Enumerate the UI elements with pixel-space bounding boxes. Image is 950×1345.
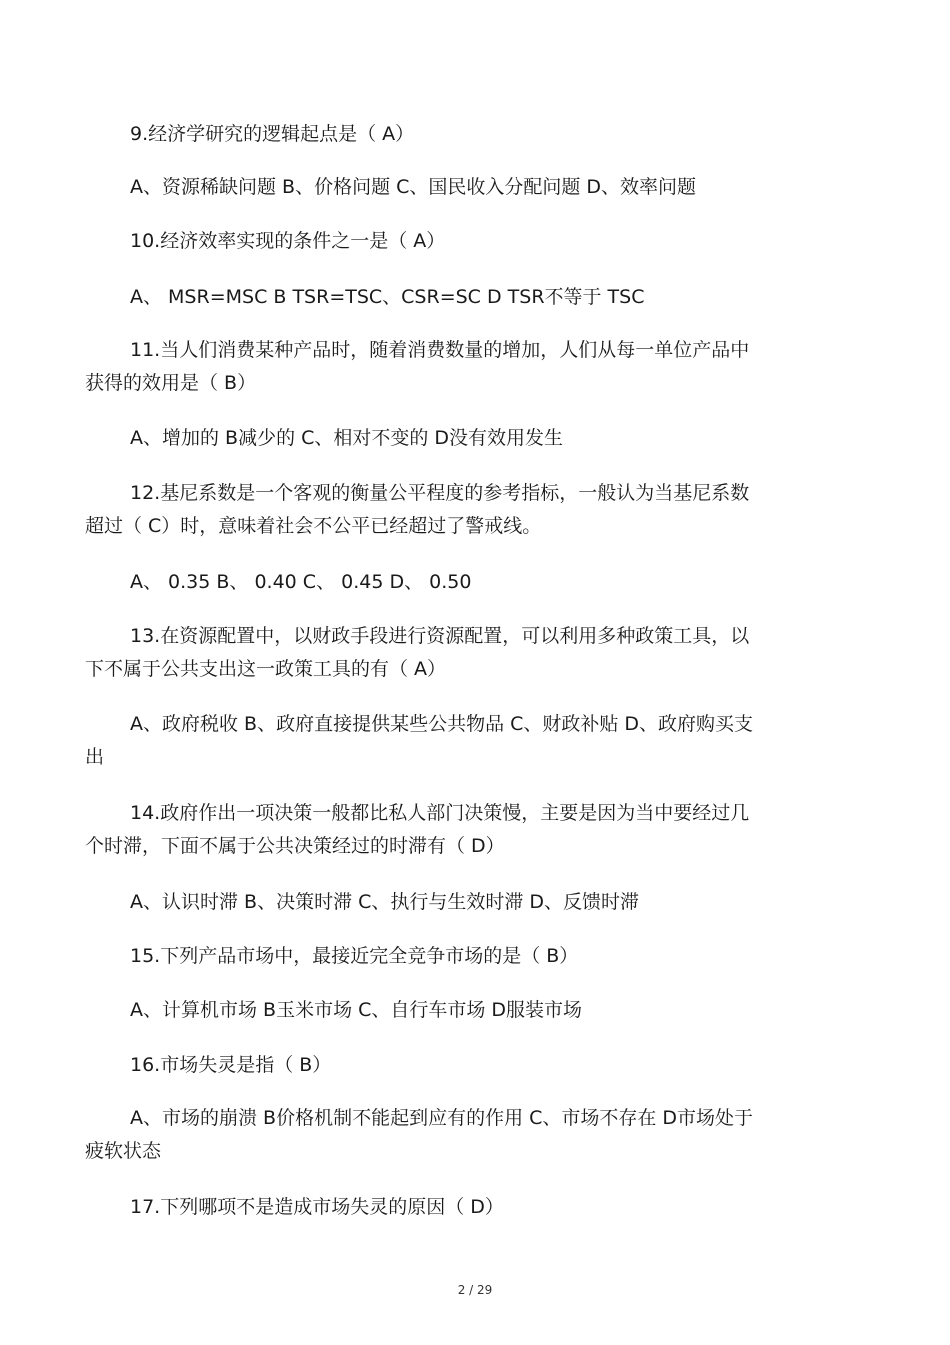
question-12-stem-line-1: 12.基尼系数是一个客观的衡量公平程度的参考指标，一般认为当基尼系数 [130,482,750,504]
question-9-options: A、资源稀缺问题 B、价格问题 C、国民收入分配问题 D、效率问题 [130,176,697,198]
question-10-stem: 10.经济效率实现的条件之一是（ A） [130,230,446,252]
question-13-stem-line-2: 下不属于公共支出这一政策工具的有（ A） [85,658,447,680]
question-17-stem: 17.下列哪项不是造成市场失灵的原因（ D） [130,1196,504,1218]
question-15-options: A、计算机市场 B玉米市场 C、自行车市场 D服装市场 [130,999,583,1021]
question-13-stem-line-1: 13.在资源配置中，以财政手段进行资源配置，可以利用多种政策工具，以 [130,625,750,647]
question-16-stem: 16.市场失灵是指（ B） [130,1054,332,1076]
question-10-options: A、 MSR=MSC B TSR=TSC、CSR=SC D TSR不等于 TSC [130,286,645,308]
question-14-stem-line-2: 个时滞，下面不属于公共决策经过的时滞有（ D） [85,835,505,857]
question-16-options-line-1: A、市场的崩溃 B价格机制不能起到应有的作用 C、市场不存在 D市场处于 [130,1107,754,1129]
question-15-stem: 15.下列产品市场中，最接近完全竞争市场的是（ B） [130,945,579,967]
question-14-stem-line-1: 14.政府作出一项决策一般都比私人部门决策慢，主要是因为当中要经过几 [130,802,750,824]
question-16-options-line-2: 疲软状态 [85,1140,162,1162]
question-13-options-line-1: A、政府税收 B、政府直接提供某些公共物品 C、财政补贴 D、政府购买支 [130,713,754,735]
question-11-stem-line-2: 获得的效用是（ B） [85,372,257,394]
question-12-stem-line-2: 超过（ C）时，意味着社会不公平已经超过了警戒线。 [85,515,542,537]
question-14-options: A、认识时滞 B、决策时滞 C、执行与生效时滞 D、反馈时滞 [130,891,640,913]
question-9-stem: 9.经济学研究的逻辑起点是（ A） [130,123,415,145]
page-number: 2 / 29 [457,1283,493,1297]
question-11-options: A、增加的 B减少的 C、相对不变的 D没有效用发生 [130,427,564,449]
question-13-options-line-2: 出 [85,746,105,768]
question-12-options: A、 0.35 B、 0.40 C、 0.45 D、 0.50 [130,571,472,593]
question-11-stem-line-1: 11.当人们消费某种产品时，随着消费数量的增加，人们从每一单位产品中 [130,339,750,361]
